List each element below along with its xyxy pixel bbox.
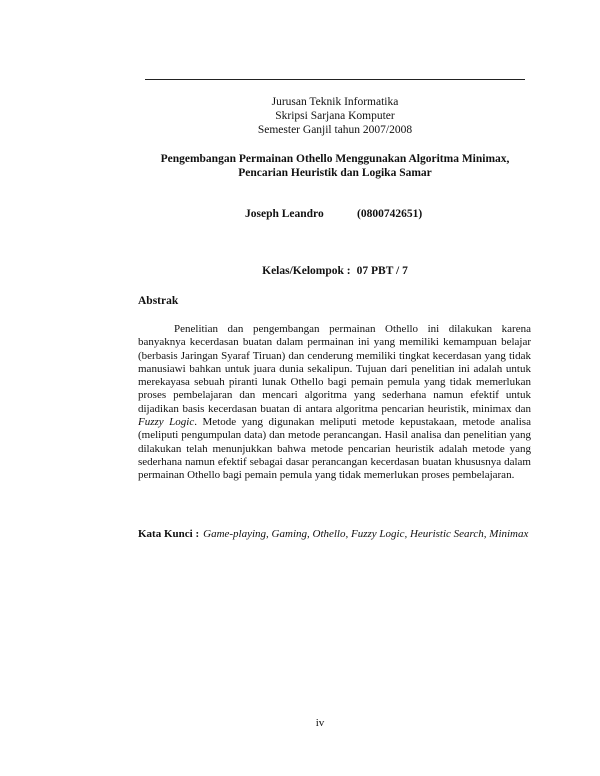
student-id: (0800742651): [357, 208, 423, 220]
institution-header: [145, 95, 525, 137]
abstract-paragraph: [138, 323, 531, 483]
semester-line: Semester Ganjil tahun 2007/2008: [257, 124, 413, 136]
keywords-label: Kata Kunci :: [138, 528, 200, 540]
department-line: Jurusan Teknik Informatika: [271, 96, 399, 108]
title-line-2: Pencarian Heuristik dan Logika Samar: [238, 167, 432, 179]
abstract-text-part-2: . Metode yang digunakan meliputi metode kepustakaan, metode analisa (meliputi pengumpulan data) dan metode perancangan. Hasil analisa dan penelitian yang dilakukan telah menunjukkan bahwa metode pencarian heuristik adalah metode yang sederhana namun efektif sebagai dasar perancangan kecerdasan buatan khususnya dalam permainan Othello bagi pemain pemula yang tidak memerlukan proses pembelajaran.: [138, 416, 531, 482]
abstract-heading: Abstrak: [138, 295, 179, 307]
class-group: [145, 264, 525, 278]
keywords-list: Game-playing, Gaming, Othello, Fuzzy Logic, Heuristic Search, Minimax: [203, 528, 529, 540]
paper-title: [145, 152, 525, 180]
abstract-text-italic: Fuzzy Logic: [138, 416, 195, 429]
page-number: iv: [315, 717, 325, 729]
keywords-section: [138, 528, 531, 541]
class-group-value: 07 PBT / 7: [356, 265, 408, 277]
author-name: Joseph Leandro: [245, 208, 324, 220]
top-horizontal-rule: [145, 79, 525, 80]
thesis-type-line: Skripsi Sarjana Komputer: [275, 110, 395, 122]
abstract-body: [138, 323, 531, 483]
abstract-text-part-1: Penelitian dan pengembangan permainan Othello ini dilakukan karena banyaknya kecerdasan buatan dalam permainan ini yang memiliki kemampuan belajar (berbasis Jaringan Syaraf Tiruan) dan cenderung memiliki tingkat kecerdasan yang tidak manusiawi bahkan untuk juara dunia sekalipun. Tujuan dari penelitian ini adalah untuk merekayasa sebuah piranti lunak Othello bagi pemain pemula yang tidak memerlukan proses pembelajaran dan mencari algoritma yang sederhana namun efektif untuk dijadikan basis kecerdasan buatan di antara algoritma pencarian heuristik, minimax dan: [138, 323, 531, 415]
class-group-label: Kelas/Kelompok :: [262, 265, 351, 277]
title-line-1: Pengembangan Permainan Othello Menggunakan Algoritma Minimax,: [160, 153, 510, 165]
